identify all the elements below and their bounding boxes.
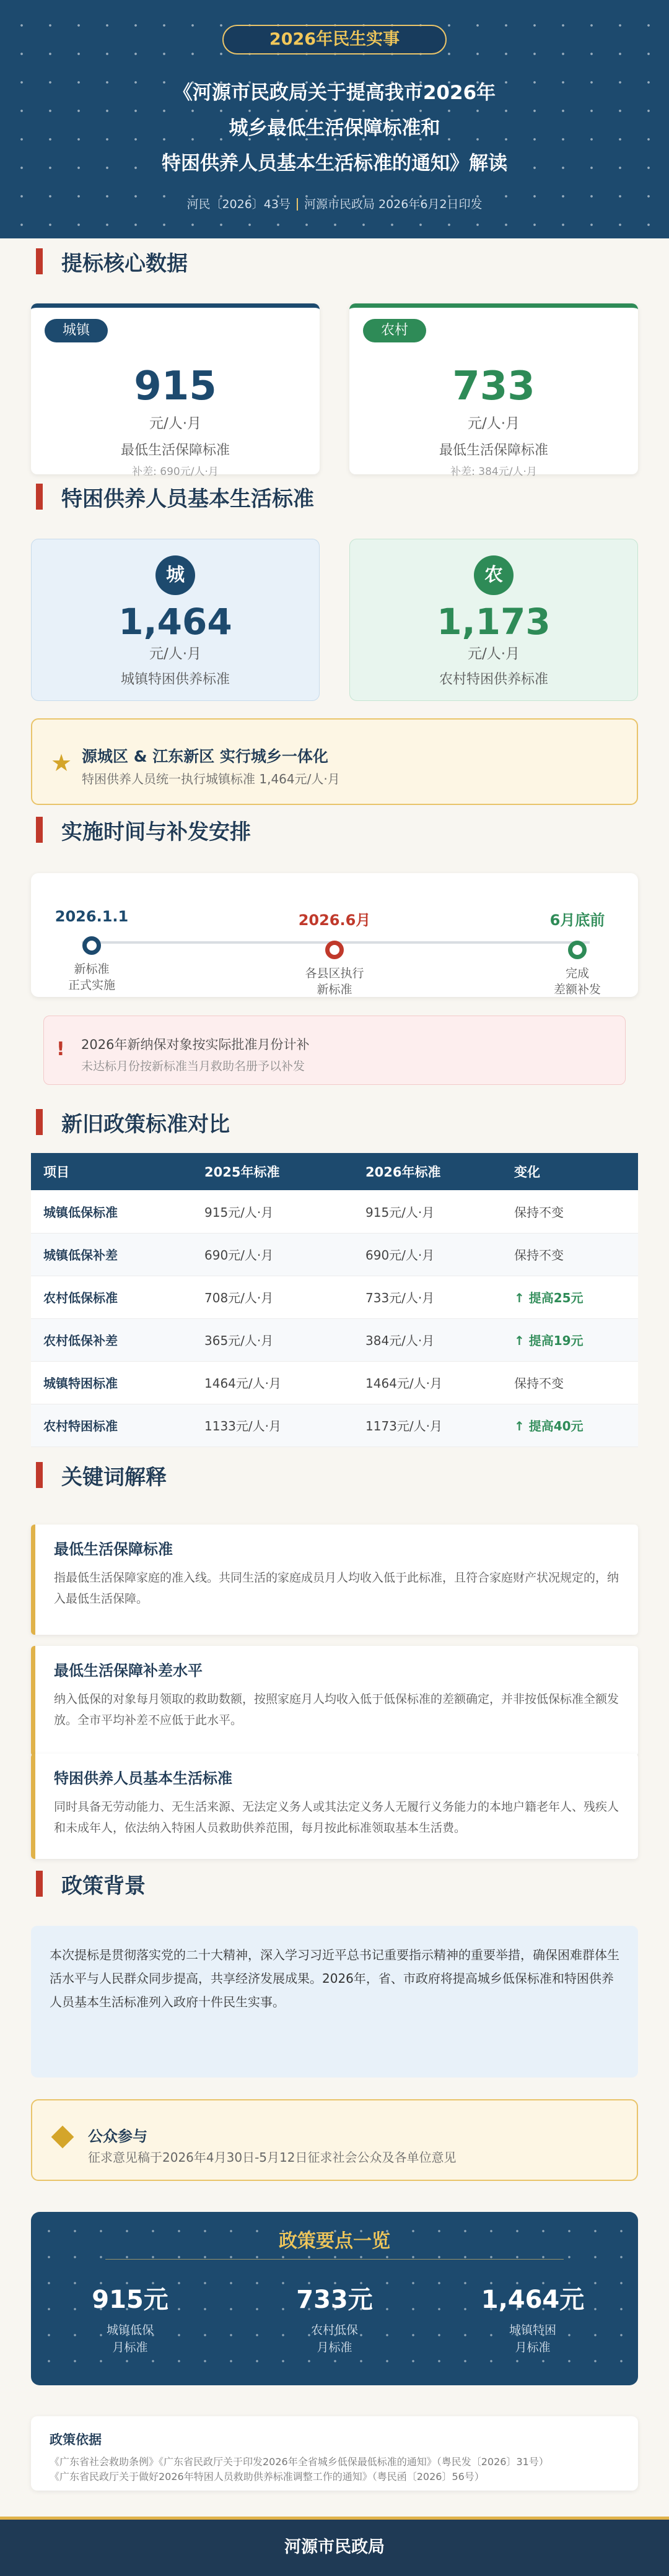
timeline-date: 2026.6月 bbox=[298, 912, 371, 929]
rural-tekun-card bbox=[349, 539, 638, 701]
timeline bbox=[31, 873, 638, 997]
hero-title bbox=[0, 76, 669, 181]
section-title: 提标核心数据 bbox=[61, 251, 188, 276]
change-cell: 保持不变 bbox=[502, 1361, 638, 1404]
urban-dibao-card bbox=[31, 303, 320, 478]
section-title: 关键词解释 bbox=[61, 1464, 167, 1490]
change-cell: ↑ 提高19元 bbox=[502, 1318, 638, 1361]
background-text: 本次提标是贯彻落实党的二十大精神，深入学习习近平总书记重要指示精神的重要举措，确保困难群体生活水平与人民群众同步提高，共享经济发展成果。2026年，省、市政府将提高城乡低保标准和特困供养人员基本生活标准列入政府十件民生实事。 bbox=[31, 1926, 638, 2078]
hero-banner bbox=[0, 0, 669, 238]
section-marker bbox=[36, 817, 43, 843]
table-row bbox=[31, 1361, 638, 1404]
table-row bbox=[31, 1190, 638, 1233]
table-cell: 1133元/人·月 bbox=[192, 1404, 353, 1447]
section-title: 特困供养人员基本生活标准 bbox=[61, 486, 314, 511]
keyword-desc: 指最低生活保障家庭的准入线。共同生活的家庭成员月人均收入低于此标准，且符合家庭财产状况规定的，纳入最低生活保障。 bbox=[54, 1571, 619, 1606]
summary-item bbox=[56, 2280, 204, 2356]
policy-basis bbox=[31, 2416, 638, 2491]
row-label: 城镇低保补差 bbox=[31, 1233, 192, 1276]
unit-label: 元/人·月 bbox=[149, 416, 202, 432]
column-header: 变化 bbox=[502, 1153, 638, 1190]
section-marker bbox=[36, 1462, 43, 1488]
section-marker bbox=[36, 1109, 43, 1135]
urban-tag: 城镇 bbox=[45, 319, 108, 342]
column-header: 项目 bbox=[31, 1153, 192, 1190]
timeline-desc-line: 正式实施 bbox=[68, 978, 115, 992]
table-cell: 915元/人·月 bbox=[353, 1190, 502, 1233]
divider bbox=[105, 2259, 564, 2260]
table-cell: 365元/人·月 bbox=[192, 1318, 353, 1361]
summary-label bbox=[260, 2321, 409, 2356]
hero-title-line: 《河源市民政局关于提高我市2026年 bbox=[173, 82, 496, 104]
table-cell: 1464元/人·月 bbox=[192, 1361, 353, 1404]
summary-item bbox=[458, 2280, 607, 2356]
section-title: 政策背景 bbox=[61, 1873, 146, 1899]
comparison-table bbox=[31, 1153, 638, 1447]
keyword-card bbox=[31, 1525, 638, 1635]
timeline-node bbox=[515, 908, 639, 998]
integration-notice bbox=[31, 718, 638, 805]
footer: 河源市民政局 bbox=[0, 2517, 669, 2576]
timeline-desc bbox=[273, 965, 396, 998]
summary-value: 915元 bbox=[92, 2286, 168, 2314]
timeline-dot bbox=[82, 936, 101, 955]
summary-label-line: 月标准 bbox=[317, 2341, 352, 2354]
issuer-date: 河源市民政局 2026年6月2日印发 bbox=[304, 198, 483, 211]
section-heading-timeline bbox=[36, 816, 251, 843]
keyword-desc: 同时具备无劳动能力、无生活来源、无法定义务人或其法定义务人无履行义务能力的本地户籍老年人、残疾人和未成年人，依法纳入特困人员救助供养范围，每月按此标准领取基本生活费。 bbox=[54, 1800, 619, 1835]
timeline-desc bbox=[515, 965, 639, 998]
section-marker bbox=[36, 484, 43, 510]
rural-tag: 农村 bbox=[363, 319, 426, 342]
unit-label: 元/人·月 bbox=[467, 416, 520, 432]
public-participation bbox=[31, 2099, 638, 2181]
keyword-card bbox=[31, 1754, 638, 1859]
timeline-dot bbox=[325, 941, 344, 959]
summary-label bbox=[458, 2321, 607, 2356]
urban-tekun-value: 1,464 bbox=[118, 601, 232, 643]
timeline-desc-line: 新标准 bbox=[74, 962, 110, 976]
summary-item bbox=[260, 2280, 409, 2356]
change-cell: 保持不变 bbox=[502, 1190, 638, 1233]
summary-label-line: 月标准 bbox=[112, 2341, 148, 2354]
change-cell: ↑ 提高40元 bbox=[502, 1404, 638, 1447]
policy-summary bbox=[31, 2212, 638, 2385]
participation-title: 公众参与 bbox=[88, 2128, 147, 2145]
keyword-title: 特困供养人员基本生活标准 bbox=[54, 1770, 232, 1787]
table-row bbox=[31, 1318, 638, 1361]
table-row bbox=[31, 1404, 638, 1447]
rural-dibao-card bbox=[349, 303, 638, 478]
summary-title: 政策要点一览 bbox=[279, 2230, 390, 2252]
warning-line: 2026年新纳保对象按实际批准月份计补 bbox=[81, 1037, 310, 1052]
hero-subtitle bbox=[0, 195, 669, 212]
section-heading-core bbox=[36, 248, 188, 275]
doc-number: 河民〔2026〕43号 bbox=[186, 198, 291, 211]
basis-line: 《广东省民政厅关于做好2026年特困人员救助供养标准调整工作的通知》（粤民函〔2026〕56号） bbox=[50, 2471, 484, 2482]
row-label: 城镇特困标准 bbox=[31, 1361, 192, 1404]
section-heading-background bbox=[36, 1870, 146, 1897]
timeline-desc-line: 新标准 bbox=[317, 983, 352, 996]
warning-line: 未达标月份按新标准当月救助名册予以补发 bbox=[81, 1060, 305, 1073]
table-cell: 690元/人·月 bbox=[353, 1233, 502, 1276]
section-heading-keywords bbox=[36, 1461, 167, 1489]
section-marker bbox=[36, 1871, 43, 1897]
summary-label bbox=[56, 2321, 204, 2356]
card-label: 城镇特困供养标准 bbox=[120, 672, 230, 687]
section-title: 新旧政策标准对比 bbox=[61, 1112, 230, 1137]
star-icon: ★ bbox=[51, 749, 72, 777]
table-cell: 1464元/人·月 bbox=[353, 1361, 502, 1404]
timeline-desc-line: 完成 bbox=[565, 967, 589, 980]
participation-desc: 征求意见稿于2026年4月30日-5月12日征求社会公众及各单位意见 bbox=[88, 2150, 457, 2165]
backpay-warning bbox=[43, 1016, 626, 1085]
keyword-desc: 纳入低保的对象每月领取的救助数额，按照家庭月人均收入低于低保标准的差额确定，并非按低保标准全额发放。全市平均补差不应低于此水平。 bbox=[54, 1692, 619, 1727]
timeline-desc bbox=[30, 961, 154, 993]
section-marker bbox=[36, 248, 43, 274]
diamond-icon bbox=[51, 2126, 74, 2149]
card-note: 补差: 384元/人·月 bbox=[450, 466, 537, 478]
timeline-node bbox=[273, 908, 396, 998]
rural-badge: 农 bbox=[474, 555, 514, 595]
rural-dibao-value: 733 bbox=[452, 363, 535, 409]
hero-badge: 2026年民生实事 bbox=[222, 25, 447, 54]
keyword-card bbox=[31, 1646, 638, 1756]
section-heading-compare bbox=[36, 1108, 230, 1136]
urban-tekun-card bbox=[31, 539, 320, 701]
basis-title: 政策依据 bbox=[50, 2432, 102, 2447]
table-cell: 915元/人·月 bbox=[192, 1190, 353, 1233]
rural-tekun-value: 1,173 bbox=[437, 601, 551, 643]
table-header-row bbox=[31, 1153, 638, 1190]
change-cell: ↑ 提高25元 bbox=[502, 1276, 638, 1318]
table-cell: 708元/人·月 bbox=[192, 1276, 353, 1318]
summary-label-line: 城镇低保 bbox=[106, 2323, 154, 2337]
summary-value: 1,464元 bbox=[481, 2286, 585, 2314]
card-label: 农村特困供养标准 bbox=[439, 672, 548, 687]
table-cell: 384元/人·月 bbox=[353, 1318, 502, 1361]
notice-title: 源城区 & 江东新区 实行城乡一体化 bbox=[82, 747, 328, 765]
column-header: 2026年标准 bbox=[353, 1153, 502, 1190]
basis-line: 《广东省社会救助条例》《广东省民政厅关于印发2026年全省城乡低保最低标准的通知》（粤民发〔2026〕31号） bbox=[50, 2456, 549, 2468]
notice-desc: 特困供养人员统一执行城镇标准 1,464元/人·月 bbox=[82, 772, 340, 786]
row-label: 农村低保补差 bbox=[31, 1318, 192, 1361]
summary-label-line: 月标准 bbox=[515, 2341, 551, 2354]
urban-badge: 城 bbox=[155, 555, 195, 595]
unit-label: 元/人·月 bbox=[149, 646, 202, 662]
card-note: 补差: 690元/人·月 bbox=[132, 466, 219, 478]
table-row bbox=[31, 1276, 638, 1318]
unit-label: 元/人·月 bbox=[467, 646, 520, 662]
timeline-date: 2026.1.1 bbox=[55, 908, 129, 925]
section-title: 实施时间与补发安排 bbox=[61, 819, 251, 845]
change-cell: 保持不变 bbox=[502, 1233, 638, 1276]
timeline-desc-line: 各县区执行 bbox=[305, 967, 364, 980]
row-label: 农村特困标准 bbox=[31, 1404, 192, 1447]
hero-title-line: 城乡最低生活保障标准和 bbox=[229, 117, 440, 139]
separator bbox=[297, 198, 298, 211]
table-body bbox=[31, 1190, 638, 1447]
row-label: 农村低保标准 bbox=[31, 1276, 192, 1318]
timeline-dot bbox=[568, 941, 587, 959]
row-label: 城镇低保标准 bbox=[31, 1190, 192, 1233]
table-cell: 733元/人·月 bbox=[353, 1276, 502, 1318]
keyword-title: 最低生活保障标准 bbox=[54, 1541, 173, 1558]
summary-value: 733元 bbox=[296, 2286, 373, 2314]
summary-label-line: 城镇特困 bbox=[509, 2323, 556, 2337]
exclamation-icon: ! bbox=[56, 1038, 65, 1060]
hero-title-line: 特困供养人员基本生活标准的通知》解读 bbox=[162, 152, 507, 175]
table-row bbox=[31, 1233, 638, 1276]
table-cell: 1173元/人·月 bbox=[353, 1404, 502, 1447]
card-label: 最低生活保障标准 bbox=[120, 443, 230, 458]
keyword-title: 最低生活保障补差水平 bbox=[54, 1662, 203, 1679]
section-heading-tekun bbox=[36, 483, 314, 510]
card-label: 最低生活保障标准 bbox=[439, 443, 548, 458]
timeline-date: 6月底前 bbox=[549, 912, 605, 929]
urban-dibao-value: 915 bbox=[134, 363, 217, 409]
table-cell: 690元/人·月 bbox=[192, 1233, 353, 1276]
summary-label-line: 农村低保 bbox=[310, 2323, 358, 2337]
column-header: 2025年标准 bbox=[192, 1153, 353, 1190]
timeline-desc-line: 差额补发 bbox=[553, 983, 601, 996]
timeline-node bbox=[30, 908, 154, 993]
